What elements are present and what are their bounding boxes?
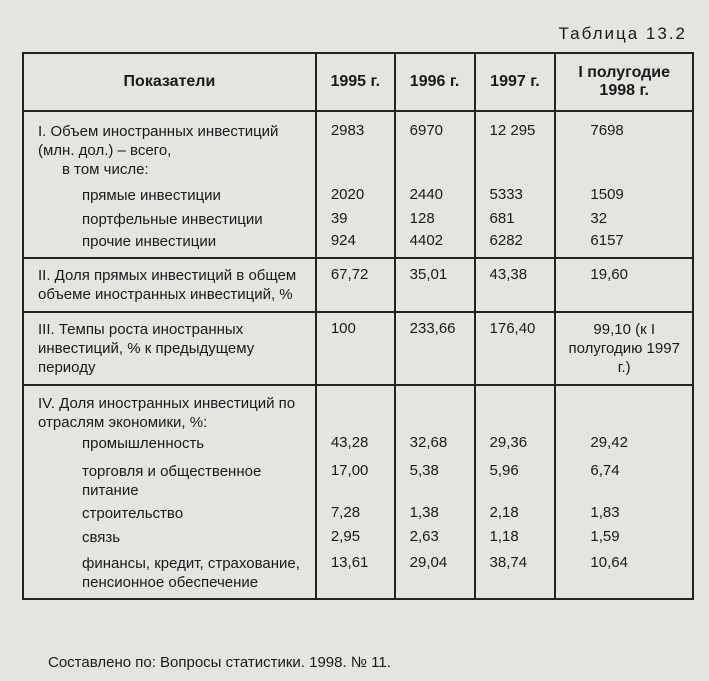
cell: 2,63	[395, 528, 475, 552]
table-row	[23, 528, 693, 552]
header-row	[23, 53, 693, 111]
cell: 2,95	[316, 528, 395, 552]
row-label: в том числе:	[23, 160, 316, 186]
cell: 2,18	[475, 504, 556, 528]
cell: 6,74	[555, 460, 693, 504]
cell: 1,83	[555, 504, 693, 528]
cell: 19,60	[555, 258, 693, 312]
cell: 1,38	[395, 504, 475, 528]
row-label: финансы, кредит, страхование, пенсионное обеспечение	[23, 552, 316, 599]
cell: 29,36	[475, 434, 556, 460]
row-label: прямые инвестиции	[23, 186, 316, 210]
cell: 924	[316, 232, 395, 258]
header-1996: 1996 г.	[395, 53, 475, 111]
table-row	[23, 552, 693, 599]
cell: 67,72	[316, 258, 395, 312]
cell: 13,61	[316, 552, 395, 599]
cell: 39	[316, 210, 395, 232]
row-label: III. Темпы роста иностранных инвестиций, % к предыдущему периоду	[23, 312, 316, 385]
cell: 2440	[395, 186, 475, 210]
cell: 7698	[555, 111, 693, 160]
header-indicators: Показатели	[23, 53, 316, 111]
cell: 128	[395, 210, 475, 232]
cell: 17,00	[316, 460, 395, 504]
row-label: портфельные инвестиции	[23, 210, 316, 232]
table-row	[23, 186, 693, 210]
cell: 2983	[316, 111, 395, 160]
table-row	[23, 460, 693, 504]
table-row	[23, 160, 693, 186]
header-1997: 1997 г.	[475, 53, 556, 111]
table-row	[23, 258, 693, 312]
cell: 32,68	[395, 434, 475, 460]
table-row	[23, 312, 693, 385]
cell: 38,74	[475, 552, 556, 599]
cell: 6157	[555, 232, 693, 258]
row-label: строительство	[23, 504, 316, 528]
cell: 5,38	[395, 460, 475, 504]
cell: 5,96	[475, 460, 556, 504]
cell: 1,59	[555, 528, 693, 552]
cell: 99,10 (к I полугодию 1997 г.)	[555, 312, 693, 385]
row-label: промышленность	[23, 434, 316, 460]
cell: 176,40	[475, 312, 556, 385]
table-row	[23, 111, 693, 160]
cell: 2020	[316, 186, 395, 210]
cell: 1,18	[475, 528, 556, 552]
cell: 100	[316, 312, 395, 385]
row-label: I. Объем иностранных инвестиций (млн. дол.) – всего,	[23, 111, 316, 160]
table-row	[23, 210, 693, 232]
row-label: IV. Доля иностранных инвестиций по отраслям экономики, %:	[23, 385, 316, 434]
cell: 12 295	[475, 111, 556, 160]
cell: 43,38	[475, 258, 556, 312]
cell: 32	[555, 210, 693, 232]
cell: 681	[475, 210, 556, 232]
investment-table	[22, 52, 694, 600]
table-row	[23, 504, 693, 528]
table-caption: Таблица 13.2	[558, 24, 687, 43]
row-label: торговля и общественное питание	[23, 460, 316, 504]
row-label: прочие инвестиции	[23, 232, 316, 258]
row-label: связь	[23, 528, 316, 552]
table-row	[23, 385, 693, 434]
header-1995: 1995 г.	[316, 53, 395, 111]
cell: 7,28	[316, 504, 395, 528]
cell: 5333	[475, 186, 556, 210]
cell: 29,42	[555, 434, 693, 460]
cell: 43,28	[316, 434, 395, 460]
cell: 1509	[555, 186, 693, 210]
cell: 10,64	[555, 552, 693, 599]
table-row	[23, 434, 693, 460]
cell: 233,66	[395, 312, 475, 385]
cell: 29,04	[395, 552, 475, 599]
header-1998h1: I полугодие 1998 г.	[555, 53, 693, 111]
cell: 35,01	[395, 258, 475, 312]
cell: 6282	[475, 232, 556, 258]
row-label: II. Доля прямых инвестиций в общем объеме иностранных инвестиций, %	[23, 258, 316, 312]
cell: 6970	[395, 111, 475, 160]
table-row	[23, 232, 693, 258]
source-note: Составлено по: Вопросы статистики. 1998. № 11.	[48, 654, 391, 671]
cell: 4402	[395, 232, 475, 258]
